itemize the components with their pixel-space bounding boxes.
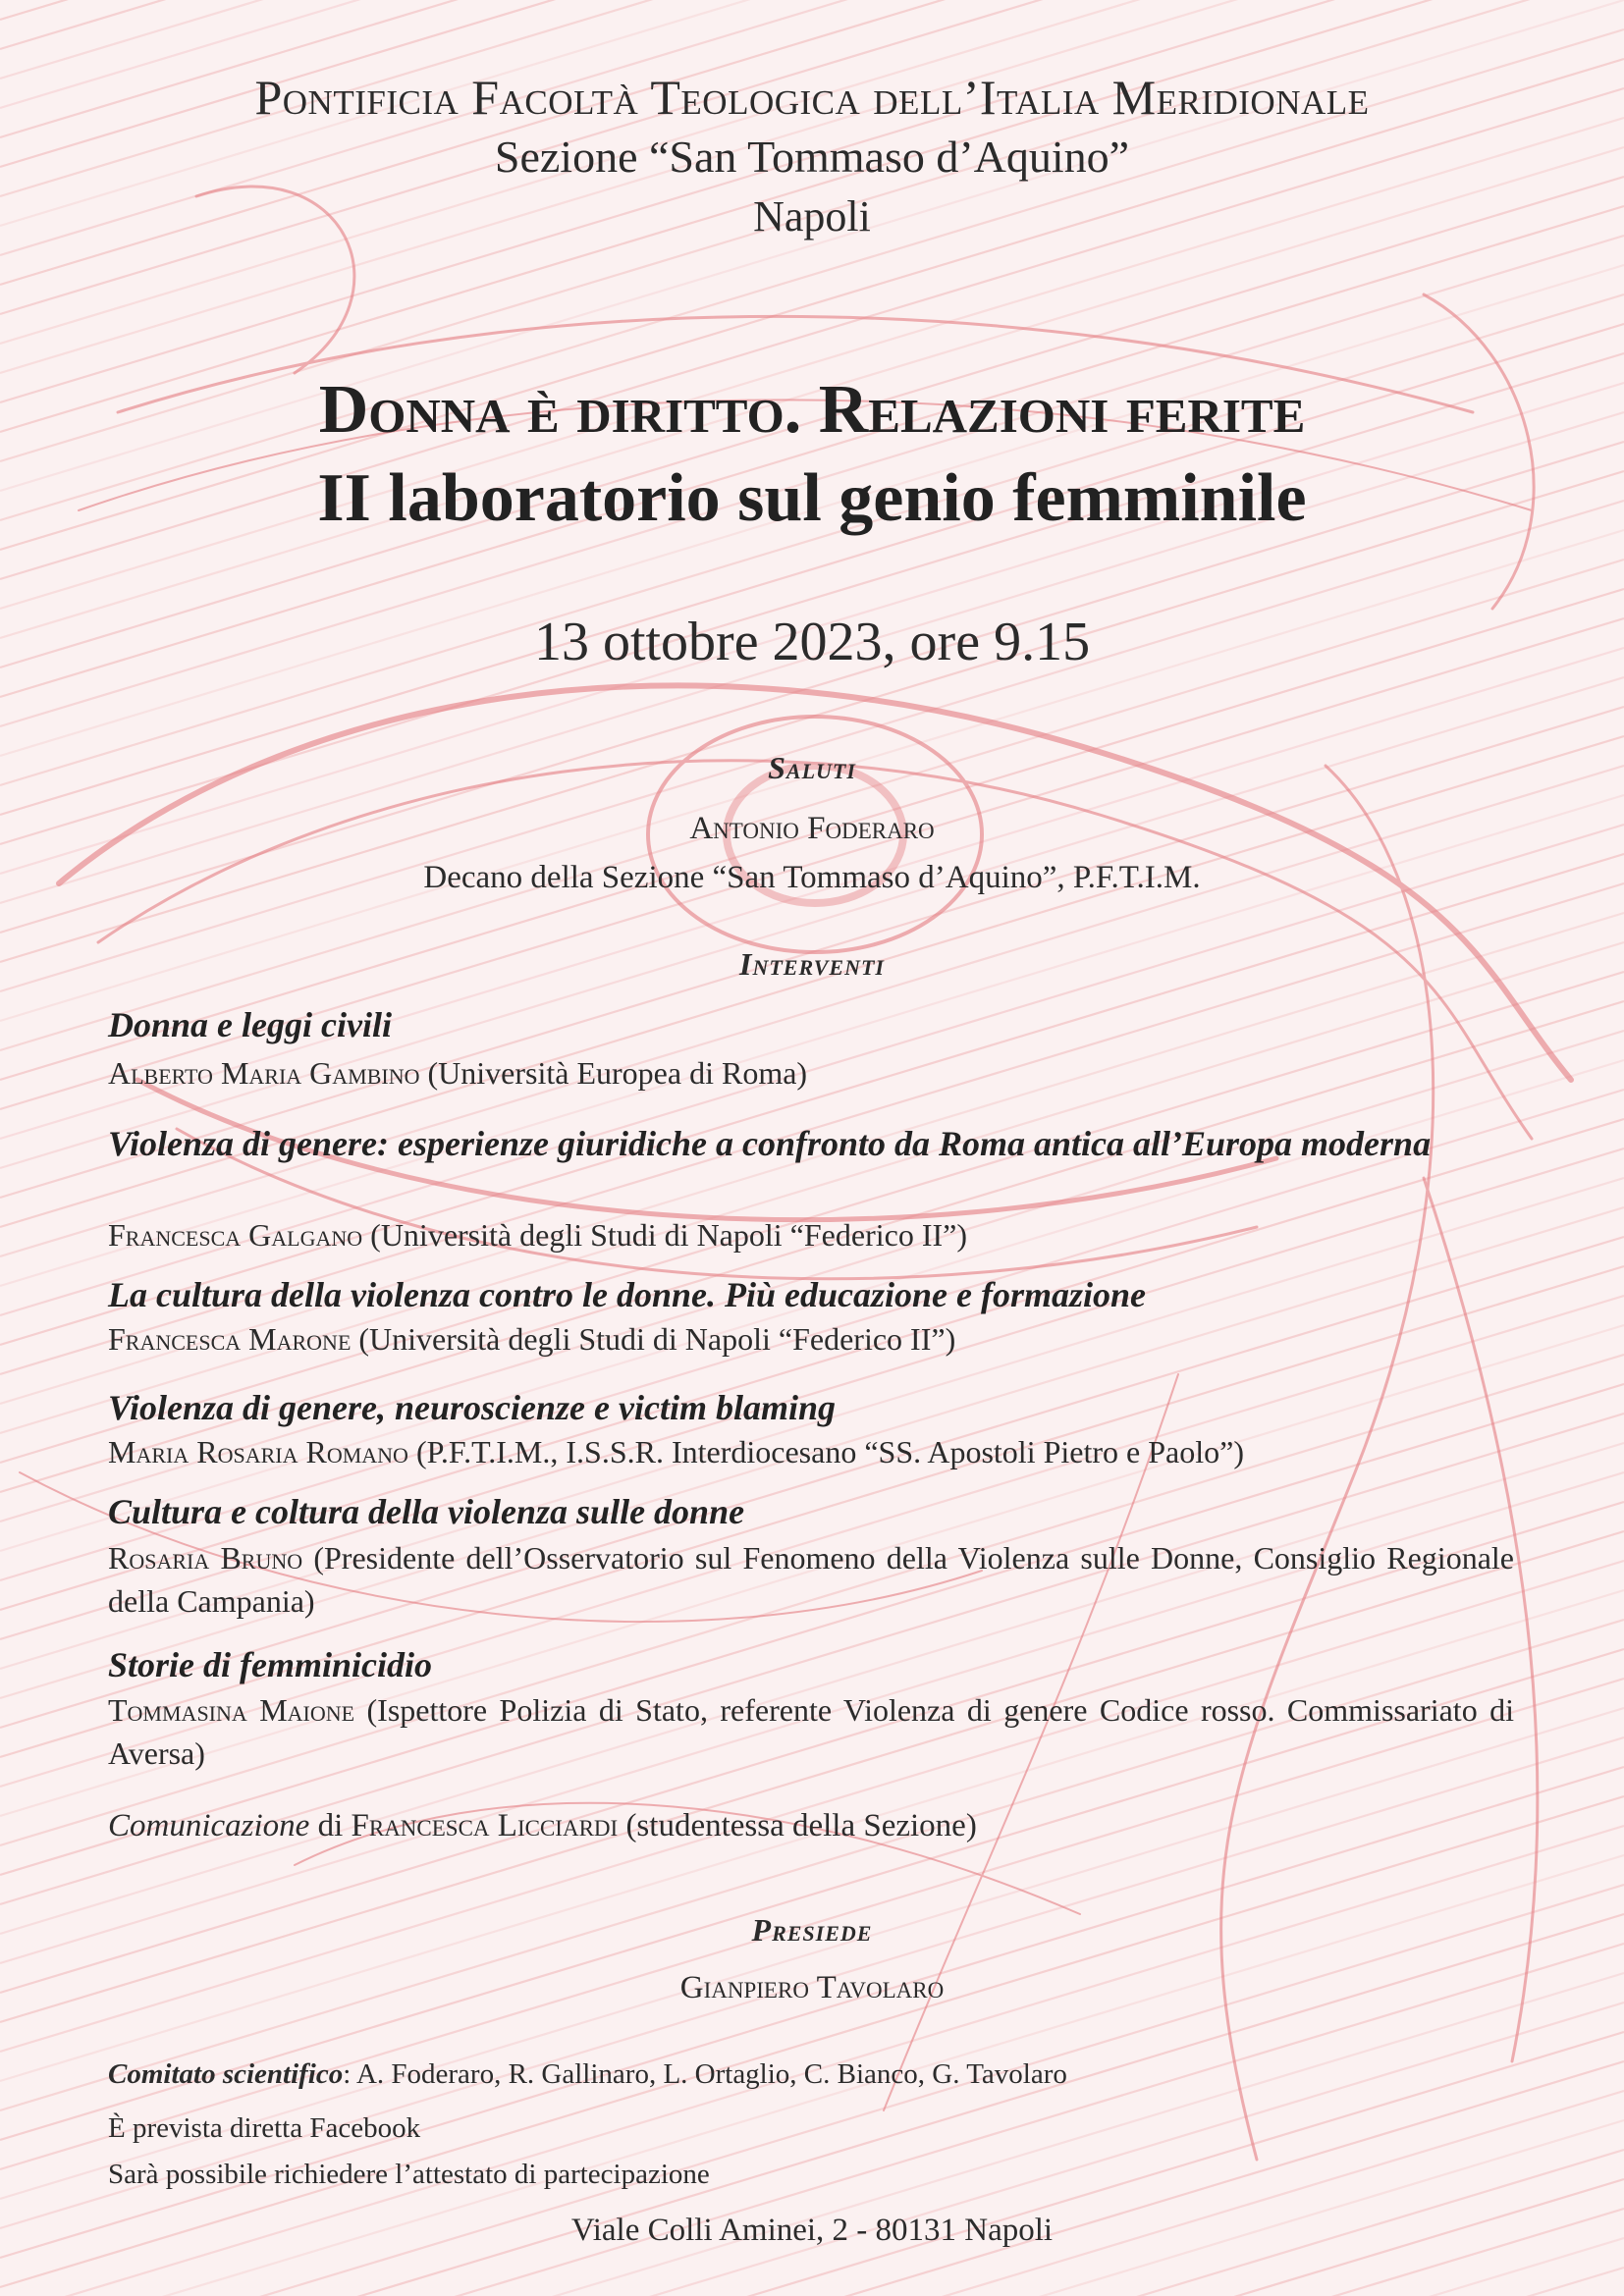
talk-title: Donna e leggi civili (108, 1005, 392, 1044)
saluti-heading: Saluti (768, 750, 856, 785)
talk-title: Cultura e coltura della violenza sulle donne (108, 1492, 745, 1531)
event-subtitle: II laboratorio sul genio femminile (317, 460, 1307, 536)
presiede-name: Gianpiero Tavolaro (679, 1970, 945, 2005)
section-name: Sezione “San Tommaso d’Aquino” (494, 132, 1130, 182)
talk-speaker-affiliation: (Università degli Studi di Napoli “Federico II”) (351, 1321, 956, 1357)
facebook-notice: È prevista diretta Facebook (108, 2112, 421, 2144)
event-title: Donna è diritto. Relazioni ferite (318, 372, 1306, 448)
saluti-role: Decano della Sezione “San Tommaso d’Aquino”, P.F.T.I.M. (423, 860, 1201, 895)
event-date: 13 ottobre 2023, ore 9.15 (533, 612, 1091, 672)
talk-speaker-name: Alberto Maria Gambino (108, 1055, 420, 1091)
talk-speaker-affiliation: (P.F.T.I.M., I.S.S.R. Interdiocesano “SS. Apostoli Pietro e Paolo”) (407, 1434, 1244, 1469)
talk-speaker-line (108, 1536, 1514, 1623)
talk-title: Violenza di genere, neuroscienze e victim blaming (108, 1388, 836, 1427)
talk-speaker-line (108, 1051, 1514, 1095)
venue-address: Viale Colli Aminei, 2 - 80131 Napoli (570, 2213, 1054, 2248)
talk-speaker-line (108, 1317, 1514, 1361)
talk-speaker-name: Maria Rosaria Romano (108, 1434, 408, 1469)
talk-title: Storie di femminicidio (108, 1645, 432, 1684)
talk-title: La cultura della violenza contro le donne. Più educazione e formazione (108, 1275, 1147, 1314)
presiede-heading: Presiede (751, 1912, 873, 1948)
talk-speaker-line (108, 1430, 1514, 1473)
talk-speaker-affiliation: (Presidente dell’Osservatorio sul Fenomeno della Violenza sulle Donne, Consiglio Regionale della Campania) (108, 1540, 1514, 1619)
talk-speaker-affiliation: (Università degli Studi di Napoli “Federico II”) (362, 1217, 967, 1253)
communication-speaker: Francesca Licciardi (351, 1808, 619, 1843)
talk-speaker-line (108, 1213, 1514, 1256)
communication-affiliation: (studentessa della Sezione) (618, 1808, 977, 1843)
certificate-notice: Sarà possibile richiedere l’attestato di partecipazione (108, 2159, 710, 2190)
committee-members: : A. Foderaro, R. Gallinaro, L. Ortaglio, C. Bianco, G. Tavolaro (343, 2058, 1067, 2090)
institution-name: Pontificia Facoltà Teologica dell’Italia Meridionale (254, 70, 1370, 125)
scientific-committee (108, 2056, 1067, 2092)
communication-line (108, 1804, 1514, 1847)
interventi-heading: Interventi (739, 946, 885, 982)
talk-speaker-name: Francesca Galgano (108, 1217, 363, 1253)
committee-label: Comitato scientifico (108, 2058, 344, 2090)
talk-title: Violenza di genere: esperienze giuridiche a confronto da Roma antica all’Europa moderna (108, 1124, 1432, 1163)
city-name: Napoli (753, 192, 871, 240)
talk-speaker-name: Francesca Marone (108, 1321, 352, 1357)
talk-speaker-name: Rosaria Bruno (108, 1540, 303, 1575)
talk-speaker-line (108, 1688, 1514, 1775)
communication-label: Comunicazione (108, 1808, 310, 1843)
communication-connector: di (309, 1808, 352, 1843)
talk-speaker-affiliation: (Ispettore Polizia di Stato, referente Violenza di genere Codice rosso. Commissariato di Aversa) (108, 1692, 1514, 1771)
saluti-speaker: Antonio Foderaro (689, 811, 935, 846)
talk-speaker-name: Tommasina Maione (108, 1692, 355, 1728)
talk-speaker-affiliation: (Università Europea di Roma) (419, 1055, 808, 1091)
